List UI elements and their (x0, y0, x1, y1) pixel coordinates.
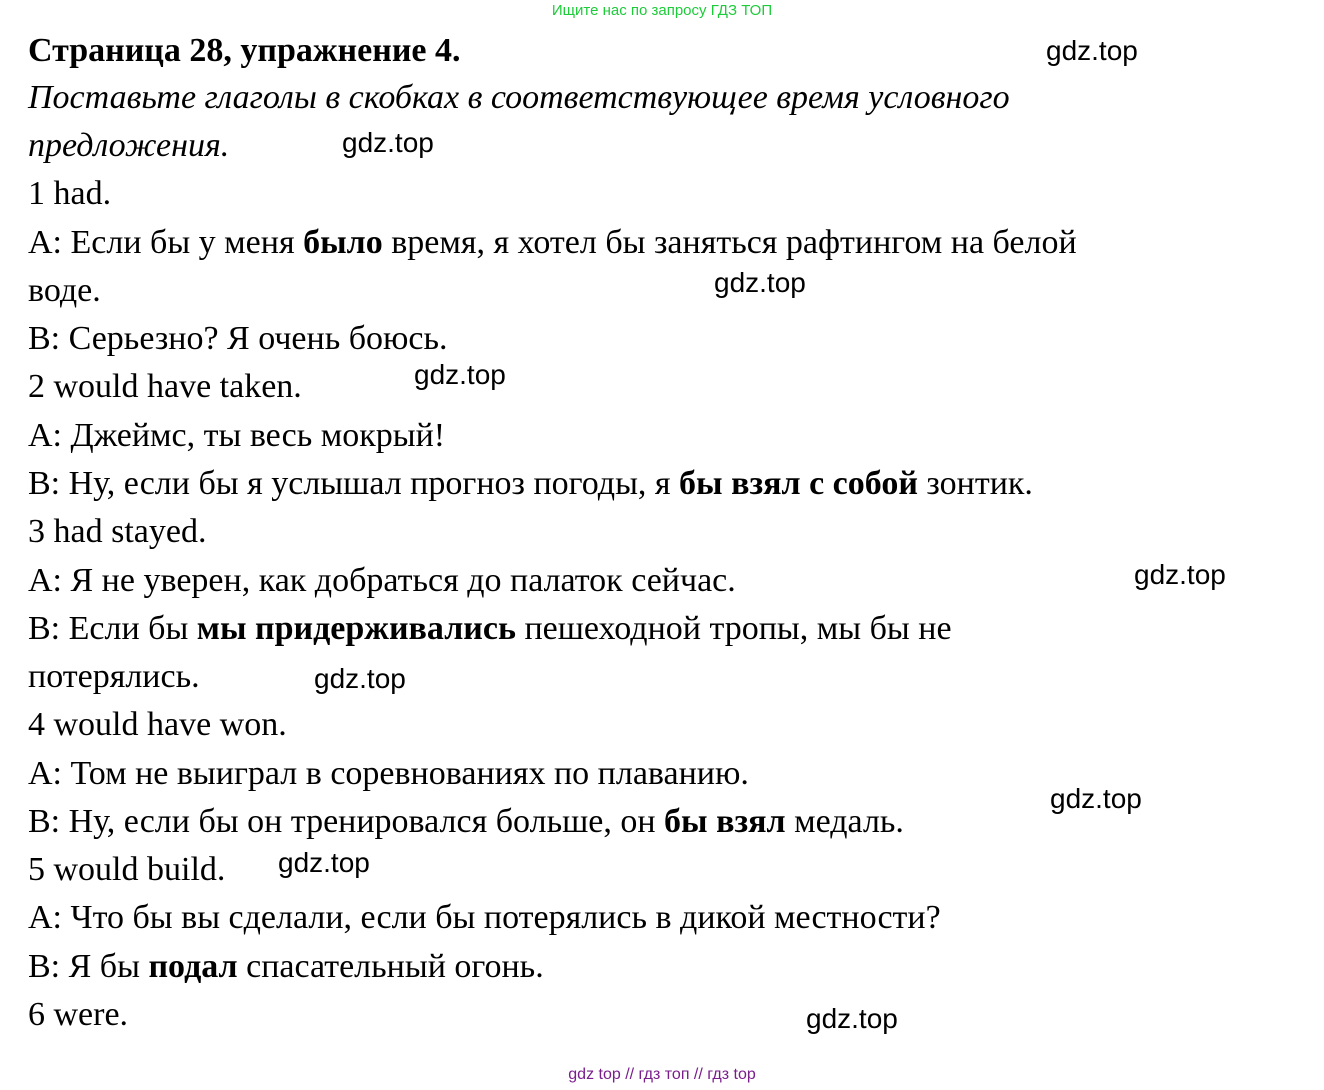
watermark: gdz.top (714, 267, 806, 298)
item-2-line-a: A: Джеймс, ты весь мокрый! (28, 417, 446, 454)
item-3-line-b: B: Если бы мы придерживались пешеходной тропы, мы бы не (28, 610, 952, 647)
item-4-line-a: A: Том не выиграл в соревнованиях по плаванию. (28, 755, 749, 792)
watermark: gdz.top (1046, 35, 1138, 66)
item-1-a-highlight: было (303, 224, 383, 261)
watermark: gdz.top (342, 127, 434, 158)
answer-1: 1 had. (28, 175, 112, 212)
answer-6: 6 were. (28, 996, 129, 1033)
item-5-line-a: A: Что бы вы сделали, если бы потерялись в дикой местности? (28, 899, 941, 936)
answer-3: 3 had stayed. (28, 513, 207, 550)
page-title: Страница 28, упражнение 4. (28, 32, 461, 69)
item-3-line-a: A: Я не уверен, как добраться до палаток сейчас. (28, 562, 736, 599)
item-4-b-highlight: бы взял (664, 803, 786, 840)
item-2-line-b: B: Ну, если бы я услышал прогноз погоды, я бы взял с собой зонтик. (28, 465, 1033, 502)
answer-5: 5 would build. (28, 851, 226, 888)
footer-watermark: gdz top // гдз топ // гдз top (568, 1066, 756, 1083)
watermark: gdz.top (314, 663, 406, 694)
item-4-line-b: B: Ну, если бы он тренировался больше, он бы взял медаль. (28, 803, 904, 840)
item-3-b-highlight: мы придерживались (196, 610, 516, 647)
item-1-line-b: B: Серьезно? Я очень боюсь. (28, 320, 448, 357)
instruction-line-2: предложения. (28, 127, 230, 164)
watermark: gdz.top (1134, 559, 1226, 590)
search-banner: Ищите нас по запросу ГДЗ ТОП (551, 2, 773, 19)
item-1-line-a-cont: воде. (28, 272, 101, 309)
answer-2: 2 would have taken. (28, 368, 302, 405)
item-2-b-highlight: бы взял с собой (679, 465, 918, 502)
watermark: gdz.top (278, 847, 370, 878)
watermark: gdz.top (1050, 783, 1142, 814)
answer-4: 4 would have won. (28, 706, 287, 743)
watermark: gdz.top (806, 1003, 898, 1034)
item-1-line-a: A: Если бы у меня было время, я хотел бы заняться рафтингом на белой (28, 224, 1077, 261)
item-5-line-b: B: Я бы подал спасательный огонь. (28, 948, 544, 985)
item-5-b-highlight: подал (148, 948, 238, 985)
watermark: gdz.top (414, 359, 506, 390)
instruction-line-1: Поставьте глаголы в скобках в соответствующее время условного (28, 79, 1010, 116)
item-3-line-b-cont: потерялись. (28, 658, 200, 695)
